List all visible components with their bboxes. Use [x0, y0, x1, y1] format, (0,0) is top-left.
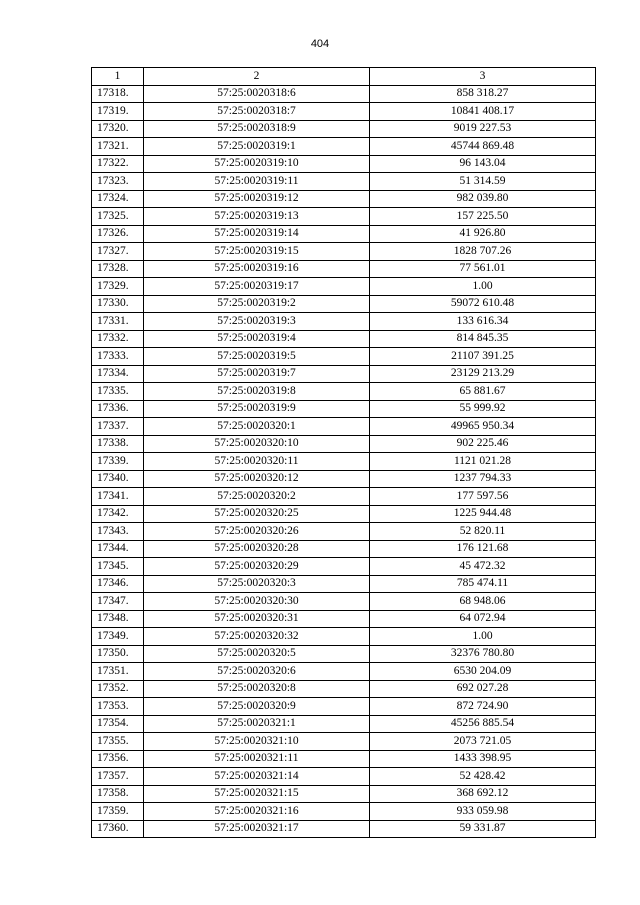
cadastral-number-cell: 57:25:0020319:7 — [144, 365, 370, 383]
table-row — [92, 225, 596, 243]
value-cell: 45 472.32 — [370, 558, 596, 576]
value-cell: 1121 021.28 — [370, 453, 596, 471]
value-cell: 52 428.42 — [370, 768, 596, 786]
cadastral-number-cell: 57:25:0020319:4 — [144, 330, 370, 348]
cadastral-number-cell: 57:25:0020321:10 — [144, 733, 370, 751]
row-number-cell: 17345. — [92, 558, 144, 576]
value-cell: 9019 227.53 — [370, 120, 596, 138]
cadastral-number-cell: 57:25:0020319:5 — [144, 348, 370, 366]
row-number-cell: 17352. — [92, 680, 144, 698]
row-number-cell: 17339. — [92, 453, 144, 471]
cadastral-number-cell: 57:25:0020319:1 — [144, 138, 370, 156]
row-number-cell: 17360. — [92, 820, 144, 838]
value-cell: 96 143.04 — [370, 155, 596, 173]
value-cell: 52 820.11 — [370, 523, 596, 541]
value-cell: 77 561.01 — [370, 260, 596, 278]
table-row — [92, 540, 596, 558]
table-row — [92, 155, 596, 173]
table-header-row — [92, 68, 596, 86]
row-number-cell: 17357. — [92, 768, 144, 786]
table-row — [92, 803, 596, 821]
table-row — [92, 558, 596, 576]
row-number-cell: 17335. — [92, 383, 144, 401]
row-number-cell: 17347. — [92, 593, 144, 611]
value-cell: 814 845.35 — [370, 330, 596, 348]
row-number-cell: 17326. — [92, 225, 144, 243]
value-cell: 1237 794.33 — [370, 470, 596, 488]
cadastral-number-cell: 57:25:0020320:32 — [144, 628, 370, 646]
row-number-cell: 17321. — [92, 138, 144, 156]
cadastral-number-cell: 57:25:0020321:14 — [144, 768, 370, 786]
cadastral-number-cell: 57:25:0020320:26 — [144, 523, 370, 541]
table-row — [92, 190, 596, 208]
value-cell: 933 059.98 — [370, 803, 596, 821]
table-row — [92, 715, 596, 733]
row-number-cell: 17346. — [92, 575, 144, 593]
table-row — [92, 750, 596, 768]
table-row — [92, 348, 596, 366]
value-cell: 49965 950.34 — [370, 418, 596, 436]
cadastral-number-cell: 57:25:0020321:17 — [144, 820, 370, 838]
cadastral-number-cell: 57:25:0020319:8 — [144, 383, 370, 401]
cadastral-number-cell: 57:25:0020319:3 — [144, 313, 370, 331]
table-row — [92, 488, 596, 506]
value-cell: 368 692.12 — [370, 785, 596, 803]
row-number-cell: 17319. — [92, 103, 144, 121]
value-cell: 45744 869.48 — [370, 138, 596, 156]
cadastral-number-cell: 57:25:0020320:12 — [144, 470, 370, 488]
cadastral-number-cell: 57:25:0020319:13 — [144, 208, 370, 226]
row-number-cell: 17354. — [92, 715, 144, 733]
value-cell: 2073 721.05 — [370, 733, 596, 751]
row-number-cell: 17350. — [92, 645, 144, 663]
cadastral-number-cell: 57:25:0020319:17 — [144, 278, 370, 296]
value-cell: 59072 610.48 — [370, 295, 596, 313]
cadastral-number-cell: 57:25:0020319:14 — [144, 225, 370, 243]
table-row — [92, 733, 596, 751]
table-row — [92, 820, 596, 838]
row-number-cell: 17349. — [92, 628, 144, 646]
cadastral-number-cell: 57:25:0020320:1 — [144, 418, 370, 436]
cadastral-number-cell: 57:25:0020318:9 — [144, 120, 370, 138]
row-number-cell: 17329. — [92, 278, 144, 296]
row-number-cell: 17351. — [92, 663, 144, 681]
table-row — [92, 383, 596, 401]
table-row — [92, 330, 596, 348]
value-cell: 902 225.46 — [370, 435, 596, 453]
cadastral-number-cell: 57:25:0020319:15 — [144, 243, 370, 261]
value-cell: 41 926.80 — [370, 225, 596, 243]
row-number-cell: 17333. — [92, 348, 144, 366]
row-number-cell: 17332. — [92, 330, 144, 348]
row-number-cell: 17359. — [92, 803, 144, 821]
table-row — [92, 645, 596, 663]
cadastral-number-cell: 57:25:0020319:11 — [144, 173, 370, 191]
table-row — [92, 453, 596, 471]
table-row — [92, 435, 596, 453]
table-row — [92, 505, 596, 523]
value-cell: 1225 944.48 — [370, 505, 596, 523]
table-row — [92, 400, 596, 418]
value-cell: 64 072.94 — [370, 610, 596, 628]
value-cell: 65 881.67 — [370, 383, 596, 401]
table-row — [92, 120, 596, 138]
row-number-cell: 17344. — [92, 540, 144, 558]
table-row — [92, 680, 596, 698]
cadastral-number-cell: 57:25:0020320:2 — [144, 488, 370, 506]
value-cell: 32376 780.80 — [370, 645, 596, 663]
cadastral-number-cell: 57:25:0020321:16 — [144, 803, 370, 821]
row-number-cell: 17358. — [92, 785, 144, 803]
value-cell: 858 318.27 — [370, 85, 596, 103]
table-row — [92, 260, 596, 278]
cadastral-number-cell: 57:25:0020320:28 — [144, 540, 370, 558]
cadastral-number-cell: 57:25:0020320:3 — [144, 575, 370, 593]
row-number-cell: 17355. — [92, 733, 144, 751]
cadastral-number-cell: 57:25:0020320:10 — [144, 435, 370, 453]
table-body — [92, 85, 596, 838]
row-number-cell: 17341. — [92, 488, 144, 506]
cadastral-number-cell: 57:25:0020320:9 — [144, 698, 370, 716]
value-cell: 176 121.68 — [370, 540, 596, 558]
table-row — [92, 103, 596, 121]
row-number-cell: 17338. — [92, 435, 144, 453]
value-cell: 10841 408.17 — [370, 103, 596, 121]
row-number-cell: 17331. — [92, 313, 144, 331]
row-number-cell: 17324. — [92, 190, 144, 208]
value-cell: 51 314.59 — [370, 173, 596, 191]
table-row — [92, 295, 596, 313]
cadastral-number-cell: 57:25:0020320:30 — [144, 593, 370, 611]
row-number-cell: 17356. — [92, 750, 144, 768]
cadastral-number-cell: 57:25:0020320:25 — [144, 505, 370, 523]
table-row — [92, 698, 596, 716]
cadastral-number-cell: 57:25:0020320:5 — [144, 645, 370, 663]
value-cell: 982 039.80 — [370, 190, 596, 208]
value-cell: 45256 885.54 — [370, 715, 596, 733]
cadastral-number-cell: 57:25:0020321:1 — [144, 715, 370, 733]
value-cell: 133 616.34 — [370, 313, 596, 331]
row-number-cell: 17337. — [92, 418, 144, 436]
table-row — [92, 523, 596, 541]
table-row — [92, 470, 596, 488]
table-row — [92, 628, 596, 646]
row-number-cell: 17353. — [92, 698, 144, 716]
table-row — [92, 785, 596, 803]
value-cell: 21107 391.25 — [370, 348, 596, 366]
value-cell: 55 999.92 — [370, 400, 596, 418]
cadastral-number-cell: 57:25:0020319:10 — [144, 155, 370, 173]
cadastral-number-cell: 57:25:0020319:16 — [144, 260, 370, 278]
row-number-cell: 17330. — [92, 295, 144, 313]
table-row — [92, 418, 596, 436]
table-row — [92, 85, 596, 103]
cadastral-number-cell: 57:25:0020321:15 — [144, 785, 370, 803]
page-number: 404 — [310, 38, 330, 50]
cadastral-number-cell: 57:25:0020321:11 — [144, 750, 370, 768]
value-cell: 6530 204.09 — [370, 663, 596, 681]
column-header-3: 3 — [370, 68, 596, 86]
cadastral-number-cell: 57:25:0020320:6 — [144, 663, 370, 681]
row-number-cell: 17328. — [92, 260, 144, 278]
value-cell: 23129 213.29 — [370, 365, 596, 383]
row-number-cell: 17320. — [92, 120, 144, 138]
value-cell: 177 597.56 — [370, 488, 596, 506]
row-number-cell: 17340. — [92, 470, 144, 488]
cadastral-number-cell: 57:25:0020319:9 — [144, 400, 370, 418]
table-row — [92, 278, 596, 296]
value-cell: 785 474.11 — [370, 575, 596, 593]
row-number-cell: 17325. — [92, 208, 144, 226]
cadastral-number-cell: 57:25:0020320:8 — [144, 680, 370, 698]
row-number-cell: 17342. — [92, 505, 144, 523]
value-cell: 1828 707.26 — [370, 243, 596, 261]
value-cell: 59 331.87 — [370, 820, 596, 838]
value-cell: 1.00 — [370, 278, 596, 296]
row-number-cell: 17334. — [92, 365, 144, 383]
table-row — [92, 173, 596, 191]
table-row — [92, 663, 596, 681]
row-number-cell: 17322. — [92, 155, 144, 173]
row-number-cell: 17323. — [92, 173, 144, 191]
row-number-cell: 17318. — [92, 85, 144, 103]
table-row — [92, 593, 596, 611]
cadastral-number-cell: 57:25:0020318:7 — [144, 103, 370, 121]
table-row — [92, 575, 596, 593]
column-header-1: 1 — [92, 68, 144, 86]
column-header-2: 2 — [144, 68, 370, 86]
row-number-cell: 17327. — [92, 243, 144, 261]
value-cell: 692 027.28 — [370, 680, 596, 698]
cadastral-number-cell: 57:25:0020318:6 — [144, 85, 370, 103]
table-row — [92, 243, 596, 261]
table-row — [92, 365, 596, 383]
data-table — [91, 67, 596, 838]
value-cell: 157 225.50 — [370, 208, 596, 226]
row-number-cell: 17336. — [92, 400, 144, 418]
cadastral-number-cell: 57:25:0020320:29 — [144, 558, 370, 576]
cadastral-number-cell: 57:25:0020319:12 — [144, 190, 370, 208]
table-row — [92, 768, 596, 786]
value-cell: 872 724.90 — [370, 698, 596, 716]
table-row — [92, 138, 596, 156]
row-number-cell: 17348. — [92, 610, 144, 628]
value-cell: 1.00 — [370, 628, 596, 646]
table-row — [92, 313, 596, 331]
cadastral-number-cell: 57:25:0020320:11 — [144, 453, 370, 471]
value-cell: 1433 398.95 — [370, 750, 596, 768]
value-cell: 68 948.06 — [370, 593, 596, 611]
table-row — [92, 208, 596, 226]
cadastral-number-cell: 57:25:0020319:2 — [144, 295, 370, 313]
cadastral-number-cell: 57:25:0020320:31 — [144, 610, 370, 628]
table-row — [92, 610, 596, 628]
row-number-cell: 17343. — [92, 523, 144, 541]
